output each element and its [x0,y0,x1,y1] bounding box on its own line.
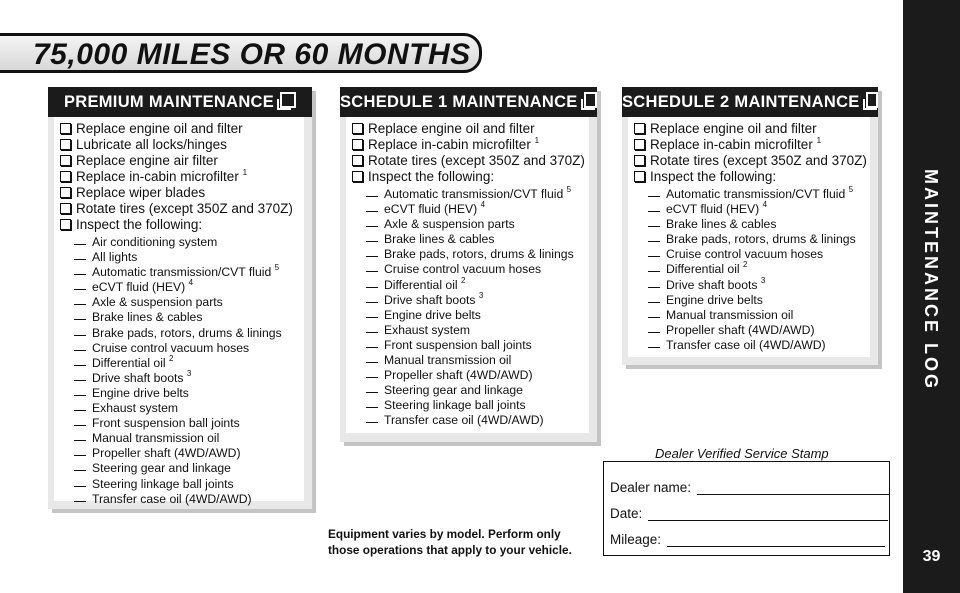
task-list [352,121,583,429]
dealer-stamp-box [603,461,890,556]
footnote-ref: 2 [169,353,174,363]
check-blank[interactable] [74,410,86,411]
check-blank[interactable] [648,256,660,257]
check-blank[interactable] [366,256,378,257]
check-blank[interactable] [648,302,660,303]
footnote-ref: 2 [743,260,748,270]
inspection-item [634,184,864,202]
inspection-label: Cruise control vacuum hoses [92,340,250,355]
panel-heading-text: PREMIUM MAINTENANCE [63,92,275,111]
task-item [60,121,298,137]
check-blank[interactable] [648,226,660,227]
inspection-item [352,202,583,217]
inspection-item [634,338,864,353]
dealer-name-label: Dealer name: [610,480,692,495]
inspection-label: eCVT fluid (HEV) [384,202,478,217]
inspection-item [634,247,864,262]
inspection-label: Steering gear and linkage [384,383,523,398]
footnote-ref: 5 [566,184,572,194]
note-line-1: Equipment varies by model. Perform only [328,527,561,541]
check-blank[interactable] [366,196,378,197]
task-label: Replace engine air filter [76,153,218,168]
task-label: Inspect the following: [368,169,495,184]
checkbox[interactable] [60,139,71,150]
task-label: Rotate tires (except 350Z and 370Z) [650,153,867,168]
stamp-caption: Dealer Verified Service Stamp [655,446,829,461]
check-blank[interactable] [74,259,86,260]
inspection-label: Steering linkage ball joints [92,476,234,491]
check-blank[interactable] [74,425,86,426]
check-blank[interactable] [366,377,378,378]
check-blank[interactable] [74,335,86,336]
inspection-item [634,308,864,323]
inspection-item [60,235,298,250]
inspection-item [634,323,864,338]
check-blank[interactable] [74,470,86,471]
check-blank[interactable] [74,440,86,441]
inspection-label: Exhaust system [92,401,179,416]
inspection-label: Differential oil [384,277,458,292]
task-item [60,201,298,217]
inspection-label: Front suspension ball joints [384,337,532,352]
check-blank[interactable] [366,211,378,212]
task-item [634,169,864,185]
task-item [352,121,583,137]
task-label: Replace engine oil and filter [368,121,535,136]
inspection-item [60,250,298,265]
task-item [60,169,298,185]
check-blank[interactable] [366,392,378,393]
inspection-item [352,308,583,323]
inspection-label: Brake lines & cables [384,232,495,247]
panel-heading-text: SCHEDULE 1 MAINTENANCE [340,92,578,111]
check-blank[interactable] [74,380,86,381]
inspection-item [60,326,298,341]
inspection-label: Brake pads, rotors, drums & linings [384,247,574,262]
inspection-label: Cruise control vacuum hoses [384,262,542,277]
checkbox[interactable] [634,123,645,134]
inspection-item [60,280,298,295]
footnote-ref: 4 [480,200,486,210]
check-blank[interactable] [648,241,660,242]
checkbox[interactable] [634,171,645,182]
inspection-item [352,323,583,338]
inspection-label: Drive shaft boots [384,292,476,307]
task-label: Lubricate all locks/hinges [76,137,227,152]
inspection-item [60,416,298,431]
inspection-label: Manual transmission oil [92,431,220,446]
task-item [634,153,867,169]
schedule-1-maintenance-panel [340,87,597,442]
panel-heading [340,87,597,117]
inspection-item [634,232,864,247]
checkbox[interactable] [352,123,363,134]
task-label: Inspect the following: [650,169,777,184]
inspection-item [352,232,583,247]
check-blank[interactable] [366,302,378,303]
check-blank[interactable] [74,486,86,487]
inspection-item [634,262,864,277]
check-blank[interactable] [366,362,378,363]
footnote-ref: 2 [461,275,466,285]
checkbox[interactable] [60,187,71,198]
check-blank[interactable] [366,241,378,242]
footnote-ref: 3 [760,275,766,285]
task-label: Rotate tires (except 350Z and 370Z) [76,201,293,216]
inspection-label: Cruise control vacuum hoses [666,247,824,262]
inspection-label: Differential oil [92,355,166,370]
inspection-item [60,265,298,280]
inspection-list [634,184,864,353]
inspection-item [60,341,298,356]
checkbox-icon [280,92,296,108]
checkbox[interactable] [60,171,71,182]
inspection-item [352,247,583,262]
inspection-item [634,202,864,217]
panel-heading [622,87,878,117]
check-blank[interactable] [74,455,86,456]
dealer-name-field[interactable] [610,480,889,495]
checkbox-icon [866,92,878,108]
side-bar [903,0,960,593]
equipment-note [328,526,572,558]
checkbox[interactable] [60,219,71,230]
check-blank[interactable] [366,271,378,272]
inspection-item [352,290,583,308]
check-blank[interactable] [648,332,660,333]
checkbox[interactable] [60,123,71,134]
inspection-list [60,235,298,507]
inspection-item [60,446,298,461]
check-blank[interactable] [648,317,660,318]
task-label: Rotate tires (except 350Z and 370Z) [368,153,585,168]
task-list [60,121,298,507]
inspection-label: Propeller shaft (4WD/AWD) [666,322,815,337]
inspection-label: Axle & suspension parts [384,217,515,232]
inspection-label: Drive shaft boots [666,277,758,292]
task-item [60,217,298,233]
footnote-ref: 4 [188,278,194,288]
check-blank[interactable] [74,395,86,396]
task-label: Replace engine oil and filter [650,121,817,136]
footnote-ref: 4 [762,200,768,210]
inspection-label: eCVT fluid (HEV) [666,202,760,217]
inspection-item [60,310,298,325]
inspection-item [60,477,298,492]
inspection-item [352,217,583,232]
task-item [60,153,298,169]
inspection-item [352,383,583,398]
title-banner [0,33,482,73]
footnote-ref: 1 [816,135,822,145]
check-blank[interactable] [648,287,660,288]
inspection-item [352,398,583,413]
inspection-item [352,353,583,368]
inspection-item [352,368,583,383]
inspection-item [634,293,864,308]
checkbox[interactable] [352,155,363,166]
footnote-ref: 3 [478,290,484,300]
inspection-label: Propeller shaft (4WD/AWD) [384,368,533,383]
inspection-label: Engine drive belts [666,292,763,307]
checkbox[interactable] [634,155,645,166]
checkbox[interactable] [60,203,71,214]
task-label: Replace in-cabin microfilter [650,137,813,152]
note-line-2: those operations that apply to your vehicle. [328,543,572,557]
footnote-ref: 3 [186,368,192,378]
mileage-line[interactable] [667,532,885,547]
inspection-label: Brake pads, rotors, drums & linings [92,325,282,340]
check-blank[interactable] [74,319,86,320]
check-blank[interactable] [74,274,86,275]
check-blank[interactable] [366,407,378,408]
task-item [60,185,298,201]
inspection-label: Transfer case oil (4WD/AWD) [666,337,826,352]
inspection-item [60,353,298,371]
inspection-label: Brake lines & cables [666,217,777,232]
task-item [634,137,864,153]
check-blank[interactable] [74,304,86,305]
check-blank[interactable] [74,501,86,502]
page-title: 75,000 MILES OR 60 MONTHS [33,38,471,71]
inspection-label: Manual transmission oil [384,353,512,368]
inspection-item [60,492,298,507]
inspection-item [352,184,583,202]
task-item [352,137,583,153]
inspection-label: All lights [92,250,138,265]
inspection-item [60,431,298,446]
mileage-label: Mileage: [610,532,662,547]
checkbox-icon [584,92,597,108]
inspection-label: eCVT fluid (HEV) [92,280,186,295]
premium-maintenance-panel [48,87,312,509]
task-item [634,121,864,137]
task-label: Inspect the following: [76,217,203,232]
inspection-label: Brake pads, rotors, drums & linings [666,232,856,247]
footnote-ref: 5 [274,263,280,273]
check-blank[interactable] [74,350,86,351]
task-label: Replace wiper blades [76,185,206,200]
check-blank[interactable] [366,226,378,227]
inspection-label: Drive shaft boots [92,370,184,385]
check-blank[interactable] [648,271,660,272]
panel-body [54,117,304,506]
footnote-ref: 1 [242,167,248,177]
check-blank[interactable] [74,365,86,366]
inspection-item [60,401,298,416]
date-field[interactable] [610,506,888,521]
section-label: MAINTENANCE LOG [921,169,941,391]
dealer-name-line[interactable] [697,480,889,495]
inspection-label: Propeller shaft (4WD/AWD) [92,446,241,461]
check-blank[interactable] [648,196,660,197]
inspection-label: Exhaust system [384,322,471,337]
task-label: Replace engine oil and filter [76,121,243,136]
task-item [352,153,583,169]
inspection-label: Air conditioning system [92,235,218,249]
footnote-ref: 1 [534,135,540,145]
check-blank[interactable] [366,332,378,333]
inspection-item [60,295,298,310]
panel-body [346,117,589,433]
checkbox[interactable] [60,155,71,166]
page-number: 39 [922,548,941,565]
inspection-label: Automatic transmission/CVT fluid [666,187,846,201]
inspection-item [60,386,298,401]
panel-body [628,117,870,357]
check-blank[interactable] [366,317,378,318]
inspection-item [60,461,298,476]
panel-heading-text: SCHEDULE 2 MAINTENANCE [622,92,860,111]
inspection-label: Steering linkage ball joints [384,398,526,413]
check-blank[interactable] [648,347,660,348]
inspection-label: Automatic transmission/CVT fluid [384,187,564,201]
inspection-item [60,368,298,386]
inspection-item [634,217,864,232]
checkbox[interactable] [634,139,645,150]
task-item [60,137,298,153]
inspection-item [352,338,583,353]
check-blank[interactable] [366,287,378,288]
panel-heading [48,87,312,117]
task-label: Replace in-cabin microfilter [76,169,239,184]
inspection-label: Engine drive belts [92,385,189,400]
inspection-item [352,413,583,428]
inspection-label: Transfer case oil (4WD/AWD) [92,491,252,506]
schedule-2-maintenance-panel [622,87,878,365]
inspection-label: Front suspension ball joints [92,416,240,431]
inspection-item [634,275,864,293]
inspection-label: Axle & suspension parts [92,295,223,310]
inspection-label: Automatic transmission/CVT fluid [92,265,272,280]
inspection-label: Engine drive belts [384,307,481,322]
inspection-item [352,275,583,293]
inspection-label: Manual transmission oil [666,307,794,322]
check-blank[interactable] [74,244,86,245]
inspection-label: Transfer case oil (4WD/AWD) [384,413,544,428]
checkbox[interactable] [352,139,363,150]
inspection-label: Steering gear and linkage [92,461,231,476]
inspection-list [352,184,583,429]
task-label: Replace in-cabin microfilter [368,137,531,152]
inspection-label: Differential oil [666,262,740,277]
task-item [352,169,583,185]
mileage-field[interactable] [610,532,885,547]
date-line[interactable] [648,506,888,521]
inspection-item [352,262,583,277]
task-list [634,121,867,353]
inspection-label: Brake lines & cables [92,310,203,325]
check-blank[interactable] [74,289,86,290]
check-blank[interactable] [366,422,378,423]
footnote-ref: 5 [848,184,854,194]
date-label: Date: [610,506,643,521]
check-blank[interactable] [366,347,378,348]
check-blank[interactable] [648,211,660,212]
checkbox[interactable] [352,171,363,182]
